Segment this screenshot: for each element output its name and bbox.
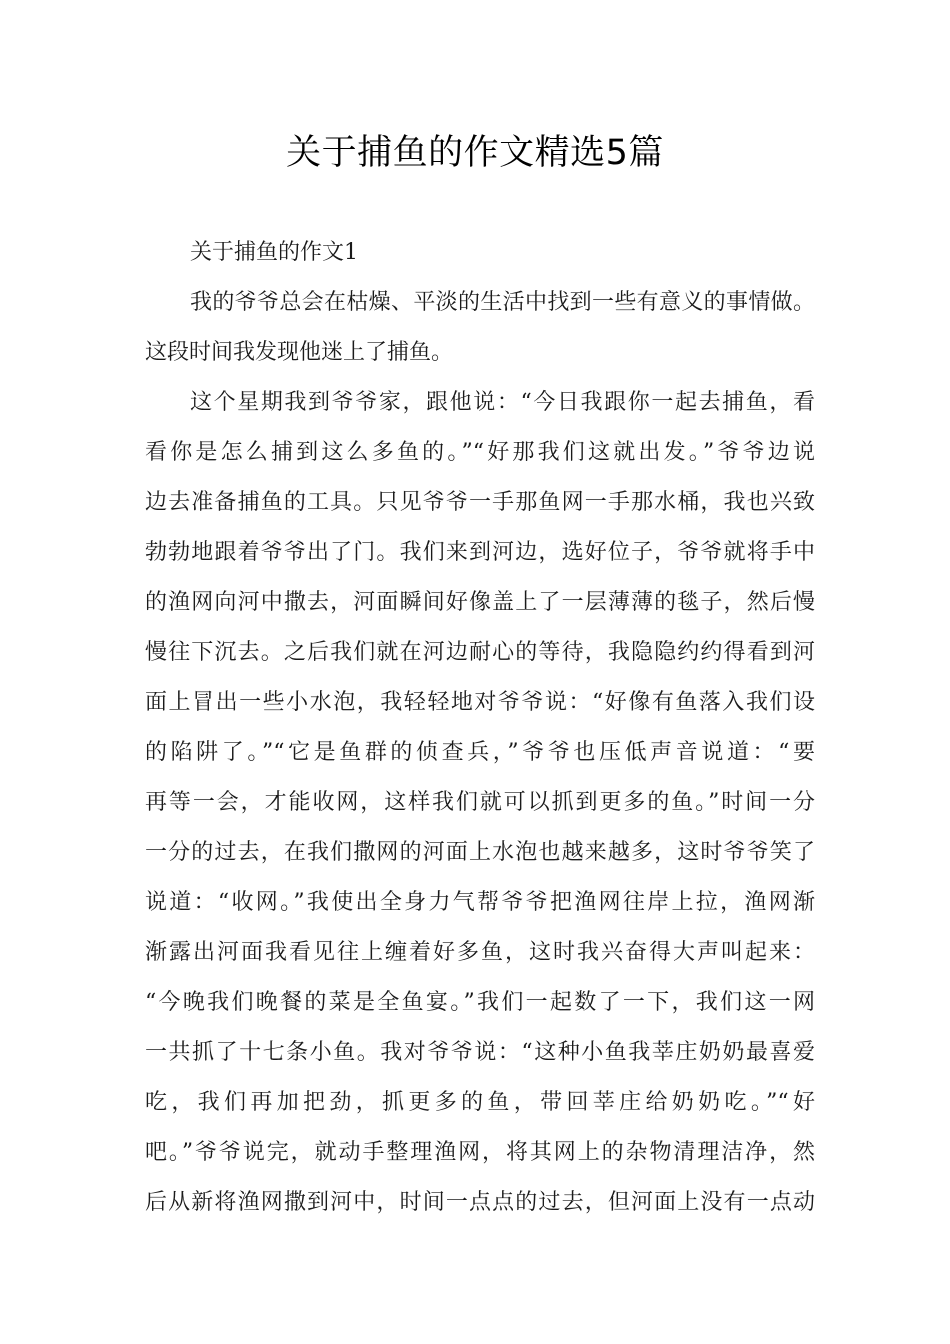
text-line: 这个星期我到爷爷家，跟他说：“今日我跟你一起去捕鱼，看 <box>190 390 815 415</box>
text-line: 勃勃地跟着爷爷出了门。我们来到河边，选好位子，爷爷就将手中 <box>145 540 815 565</box>
text-line: 说道：“收网。”我使出全身力气帮爷爷把渔网往岸上拉，渔网渐 <box>145 890 815 915</box>
text-line: 边去准备捕鱼的工具。只见爷爷一手那鱼网一手那水桶，我也兴致 <box>145 490 815 515</box>
text-line: 渐露出河面我看见往上缠着好多鱼，这时我兴奋得大声叫起来： <box>145 940 815 965</box>
text-line: 后从新将渔网撒到河中，时间一点点的过去，但河面上没有一点动 <box>145 1190 815 1215</box>
text-line: 吃，我们再加把劲，抓更多的鱼，带回莘庄给奶奶吃。”“好 <box>145 1090 815 1115</box>
text-line: 吧。”爷爷说完，就动手整理渔网，将其网上的杂物清理洁净，然 <box>145 1140 815 1165</box>
text-line: 的渔网向河中撒去，河面瞬间好像盖上了一层薄薄的毯子，然后慢 <box>145 590 815 615</box>
text-line: 的陷阱了。”“它是鱼群的侦查兵，”爷爷也压低声音说道：“要 <box>145 740 815 765</box>
text-line: 一分的过去，在我们撒网的河面上水泡也越来越多，这时爷爷笑了 <box>145 840 815 865</box>
text-line: 这段时间我发现他迷上了捕鱼。 <box>145 340 454 365</box>
text-line: “今晚我们晚餐的菜是全鱼宴。”我们一起数了一下，我们这一网 <box>145 990 815 1015</box>
section-heading: 关于捕鱼的作文1 <box>190 240 358 265</box>
text-line: 我的爷爷总会在枯燥、平淡的生活中找到一些有意义的事情做。 <box>190 290 815 315</box>
text-line: 慢往下沉去。之后我们就在河边耐心的等待，我隐隐约约得看到河 <box>145 640 815 665</box>
document-title: 关于捕鱼的作文精选5篇 <box>286 133 664 173</box>
text-line: 一共抓了十七条小鱼。我对爷爷说：“这种小鱼我莘庄奶奶最喜爱 <box>145 1040 815 1065</box>
text-line: 面上冒出一些小水泡，我轻轻地对爷爷说：“好像有鱼落入我们设 <box>145 690 815 715</box>
text-line: 再等一会，才能收网，这样我们就可以抓到更多的鱼。”时间一分 <box>145 790 815 815</box>
text-line: 看你是怎么捕到这么多鱼的。”“好那我们这就出发。”爷爷边说 <box>145 440 815 465</box>
